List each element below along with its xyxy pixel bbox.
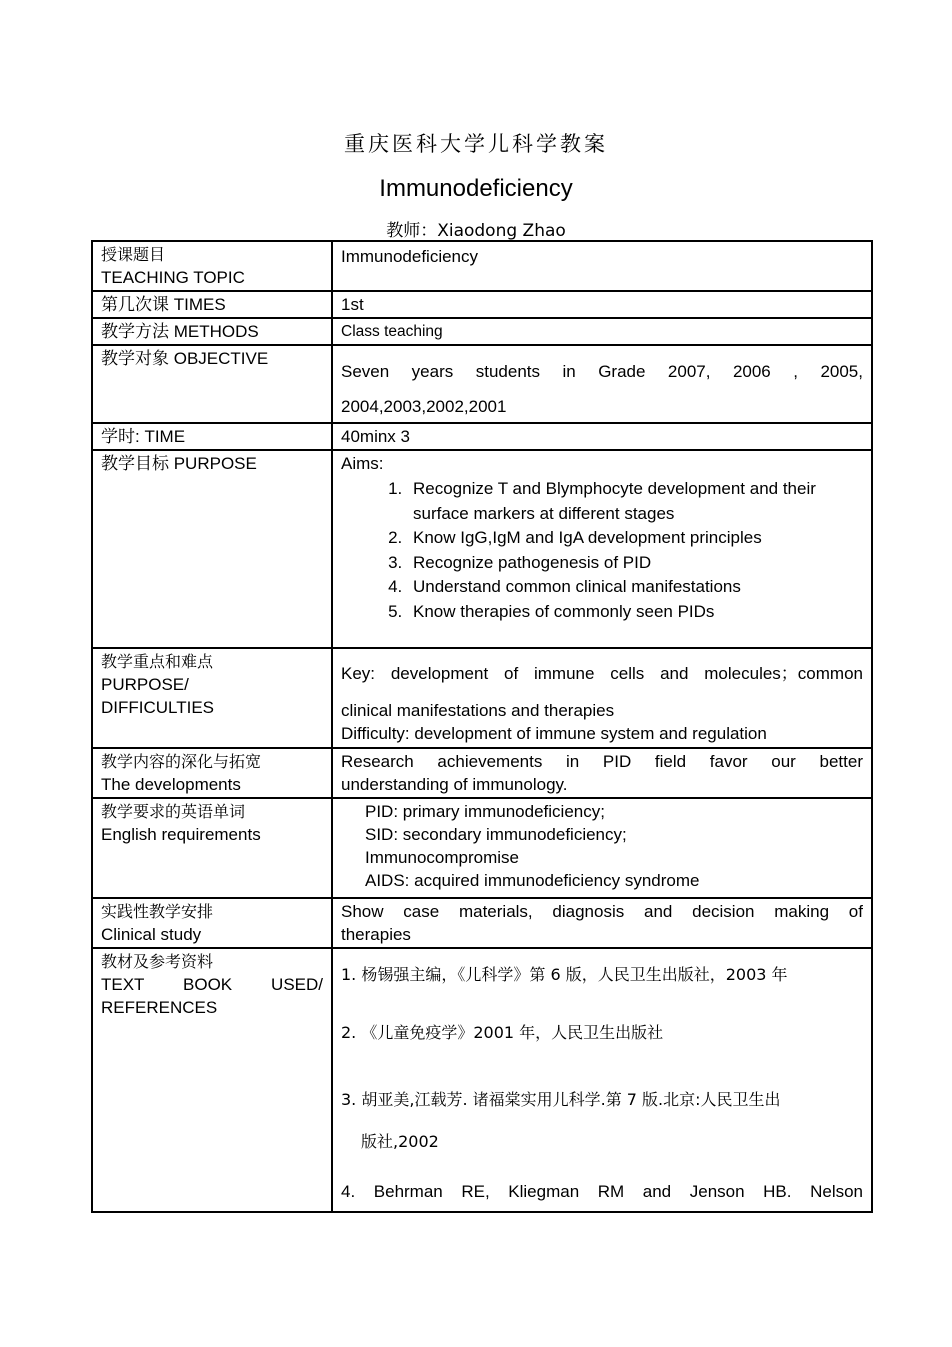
- reference-2: 2. 《儿童免疫学》2001 年，人民卫生出版社: [341, 1023, 664, 1042]
- aims-list: [341, 477, 863, 625]
- aim-item: 3. Recognize pathogenesis of PID: [407, 551, 863, 576]
- difficulty-line: Difficulty: development of immune system and regulation: [341, 724, 767, 743]
- label-developments: [92, 748, 332, 798]
- label-key-zh: 教学重点和难点: [101, 652, 214, 671]
- key-line-1: Key: development of immune cells and molecules；common: [341, 664, 863, 683]
- teacher-name: 教师：Xiaodong Zhao: [386, 221, 566, 241]
- row-key-difficulties: [92, 648, 872, 748]
- label-methods: 教学方法 METHODS: [92, 318, 332, 345]
- value-objective: [332, 345, 872, 423]
- value-times: 1st: [332, 291, 872, 318]
- value-clinical: [332, 898, 872, 948]
- row-times: [92, 291, 872, 318]
- value-time: 40minx 3: [332, 423, 872, 450]
- label-topic-zh: 授课题目: [101, 245, 166, 264]
- row-clinical: [92, 898, 872, 948]
- label-clinical-en: Clinical study: [101, 925, 202, 944]
- label-time: 学时: TIME: [92, 423, 332, 450]
- row-methods: [92, 318, 872, 345]
- aim-item: 2. Know IgG,IgM and IgA development principles: [407, 526, 863, 551]
- english-term: Immunocompromise: [365, 848, 519, 867]
- aims-label: Aims:: [341, 454, 384, 473]
- row-topic: [92, 241, 872, 291]
- value-topic: [332, 241, 872, 291]
- label-developments-en: The developments: [101, 775, 241, 794]
- english-term: AIDS: acquired immunodeficiency syndrome: [365, 871, 700, 890]
- row-references: [92, 948, 872, 1212]
- reference-3b: 版社,2002: [361, 1132, 439, 1151]
- page-title: 重庆医科大学儿科学教案: [344, 132, 608, 156]
- aim-item: 5. Know therapies of commonly seen PIDs: [407, 600, 863, 625]
- topic-text: Immunodeficiency: [341, 247, 479, 266]
- label-topic: [92, 241, 332, 291]
- label-references-en-1: TEXT BOOK USED/: [101, 975, 323, 994]
- label-references: [92, 948, 332, 1212]
- reference-4: 4. Behrman RE, Kliegman RM and Jenson HB. Nelson: [341, 1182, 863, 1201]
- key-line-2: clinical manifestations and therapies: [341, 701, 615, 720]
- row-time: [92, 423, 872, 450]
- label-developments-zh: 教学内容的深化与拓宽: [101, 752, 262, 771]
- english-term: PID: primary immunodeficiency;: [365, 802, 605, 821]
- objective-line-2: 2004,2003,2002,2001: [341, 397, 507, 416]
- document-title: Immunodeficiency: [379, 175, 573, 202]
- row-developments: [92, 748, 872, 798]
- label-key-difficulties: [92, 648, 332, 748]
- label-english-en: English requirements: [101, 825, 261, 844]
- reference-3a: 3. 胡亚美,江载芳. 诸福棠实用儿科学.第 7 版.北京:人民卫生出: [341, 1090, 781, 1109]
- label-english: [92, 798, 332, 898]
- value-purpose: [332, 450, 872, 648]
- english-term: SID: secondary immunodeficiency;: [365, 825, 627, 844]
- value-developments: [332, 748, 872, 798]
- label-key-en-2: DIFFICULTIES: [101, 698, 215, 717]
- label-english-zh: 教学要求的英语单词: [101, 802, 246, 821]
- label-references-zh: 教材及参考资料: [101, 952, 214, 971]
- row-objective: [92, 345, 872, 423]
- aim-item: 4. Understand common clinical manifestations: [407, 575, 863, 600]
- value-key-difficulties: [332, 648, 872, 748]
- label-times: 第几次课 TIMES: [92, 291, 332, 318]
- value-methods: Class teaching: [332, 318, 872, 345]
- aim-item: 1. Recognize T and Blymphocyte development and their surface markers at different stages: [407, 477, 863, 526]
- developments-line-2: understanding of immunology.: [341, 775, 568, 794]
- label-key-en-1: PURPOSE/: [101, 675, 189, 694]
- label-purpose: 教学目标 PURPOSE: [92, 450, 332, 648]
- objective-line-1: Seven years students in Grade 2007, 2006 , 2005,: [341, 362, 863, 381]
- clinical-line-1: Show case materials, diagnosis and decision making of: [341, 902, 863, 921]
- label-objective: 教学对象 OBJECTIVE: [92, 345, 332, 423]
- label-clinical-zh: 实践性教学安排: [101, 902, 214, 921]
- label-references-en-2: REFERENCES: [101, 998, 218, 1017]
- developments-line-1: Research achievements in PID field favor our better: [341, 752, 863, 771]
- value-english: [332, 798, 872, 898]
- row-english: [92, 798, 872, 898]
- row-purpose: [92, 450, 872, 648]
- clinical-line-2: therapies: [341, 925, 411, 944]
- value-references: [332, 948, 872, 1212]
- lesson-plan-table: [91, 240, 873, 1213]
- label-topic-en: TEACHING TOPIC: [101, 268, 245, 287]
- label-clinical: [92, 898, 332, 948]
- reference-1: 1. 杨锡强主编，《儿科学》第 6 版，人民卫生出版社，2003 年: [341, 965, 788, 984]
